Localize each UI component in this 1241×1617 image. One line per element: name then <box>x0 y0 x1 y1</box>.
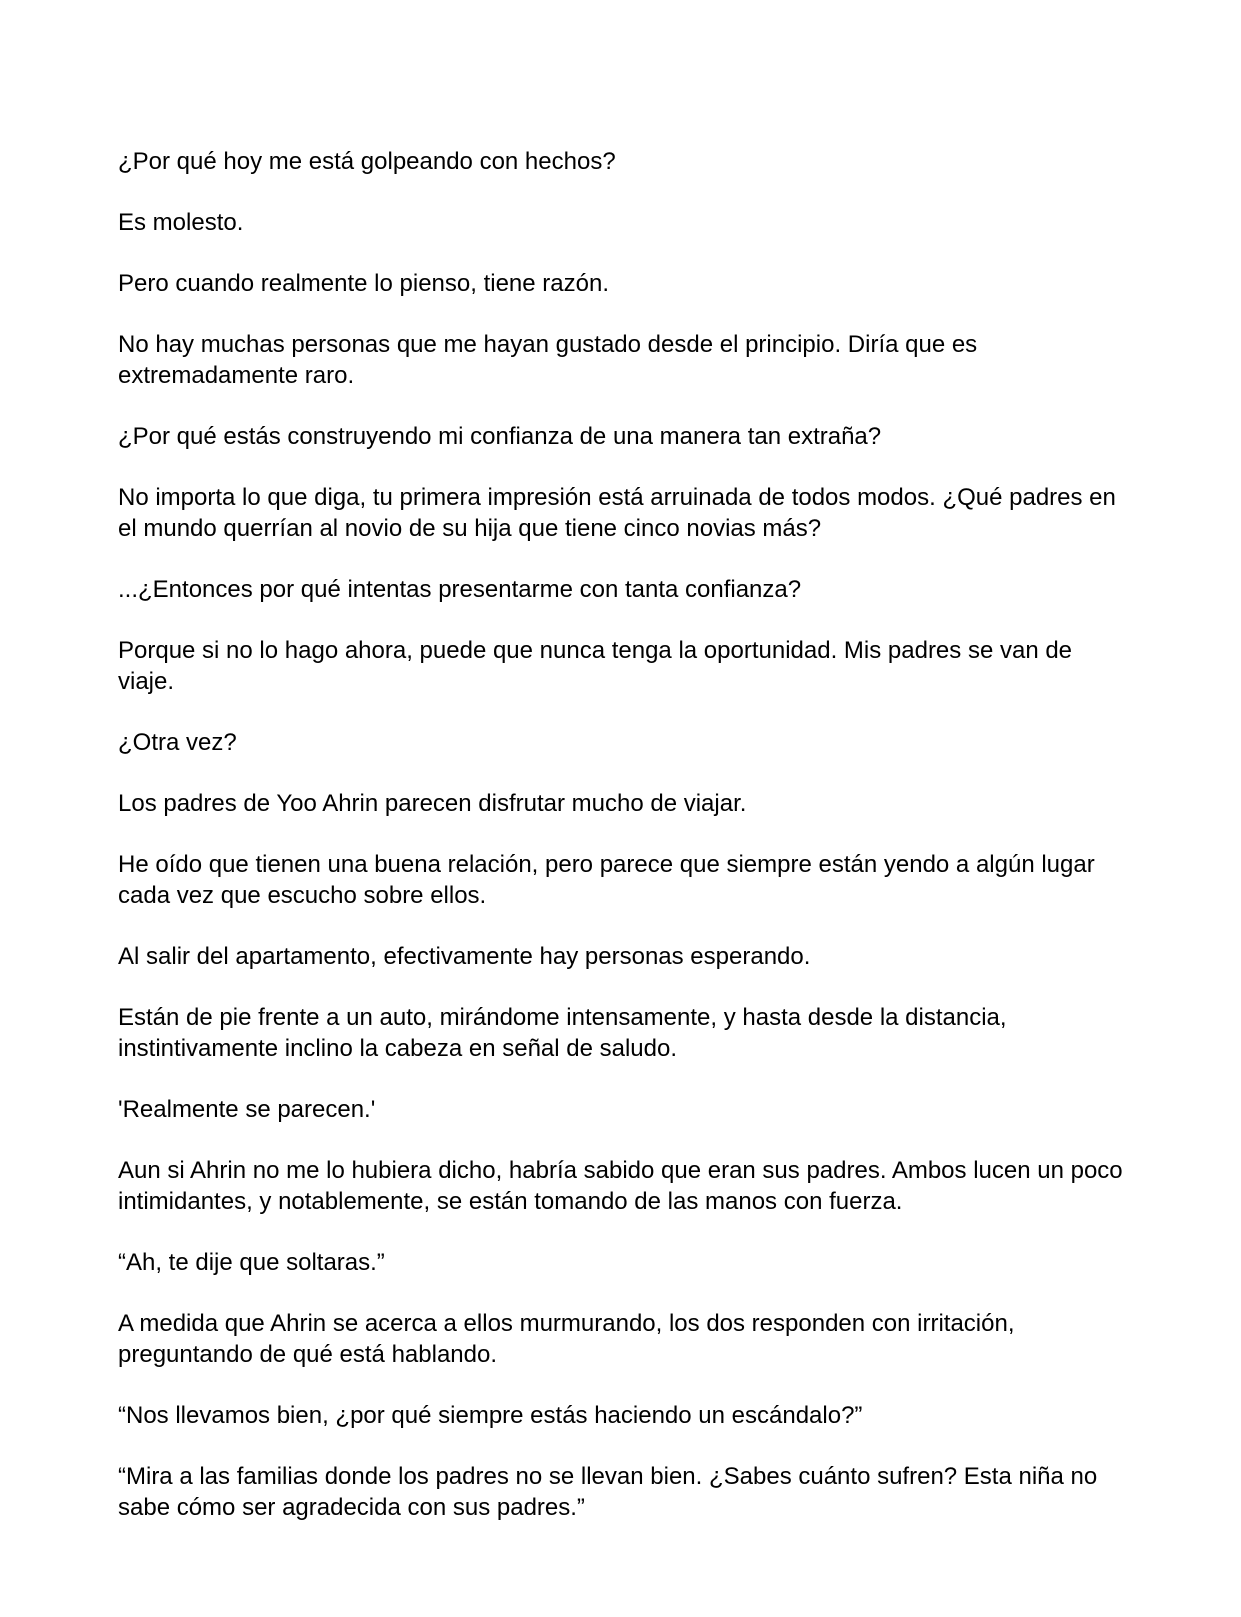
paragraph: ¿Por qué hoy me está golpeando con hechos? <box>118 148 616 175</box>
paragraph: ¿Por qué estás construyendo mi confianza de una manera tan extraña? <box>118 423 882 450</box>
paragraph: Es molesto. <box>118 209 244 236</box>
paragraph: Aun si Ahrin no me lo hubiera dicho, habría sabido que eran sus padres. Ambos lucen un poco intimidantes, y notablemente, se están tomando de las manos con fuerza. <box>118 1157 1123 1215</box>
paragraph: Pero cuando realmente lo pienso, tiene razón. <box>118 270 609 297</box>
paragraph: “Nos llevamos bien, ¿por qué siempre estás haciendo un escándalo?” <box>118 1402 863 1429</box>
document-body <box>118 146 1128 1553</box>
paragraph: 'Realmente se parecen.' <box>118 1096 376 1123</box>
paragraph: ¿Otra vez? <box>118 729 237 756</box>
paragraph: No importa lo que diga, tu primera impresión está arruinada de todos modos. ¿Qué padres en el mundo querrían al novio de su hija que tiene cinco novias más? <box>118 484 1116 542</box>
paragraph: Al salir del apartamento, efectivamente hay personas esperando. <box>118 943 811 970</box>
paragraph: Porque si no lo hago ahora, puede que nunca tenga la oportunidad. Mis padres se van de viaje. <box>118 637 1073 695</box>
paragraph: No hay muchas personas que me hayan gustado desde el principio. Diría que es extremadamente raro. <box>118 331 978 389</box>
paragraph: He oído que tienen una buena relación, pero parece que siempre están yendo a algún lugar cada vez que escucho sobre ellos. <box>118 851 1095 909</box>
paragraph: A medida que Ahrin se acerca a ellos murmurando, los dos responden con irritación, preguntando de qué está hablando. <box>118 1310 1015 1368</box>
paragraph: “Mira a las familias donde los padres no se llevan bien. ¿Sabes cuánto sufren? Esta niña no sabe cómo ser agradecida con sus padres.” <box>118 1463 1098 1521</box>
paragraph: Están de pie frente a un auto, mirándome intensamente, y hasta desde la distancia, instintivamente inclino la cabeza en señal de saludo. <box>118 1004 1007 1062</box>
paragraph: ...¿Entonces por qué intentas presentarme con tanta confianza? <box>118 576 802 603</box>
paragraph: “Ah, te dije que soltaras.” <box>118 1249 385 1276</box>
paragraph: Los padres de Yoo Ahrin parecen disfrutar mucho de viajar. <box>118 790 747 817</box>
